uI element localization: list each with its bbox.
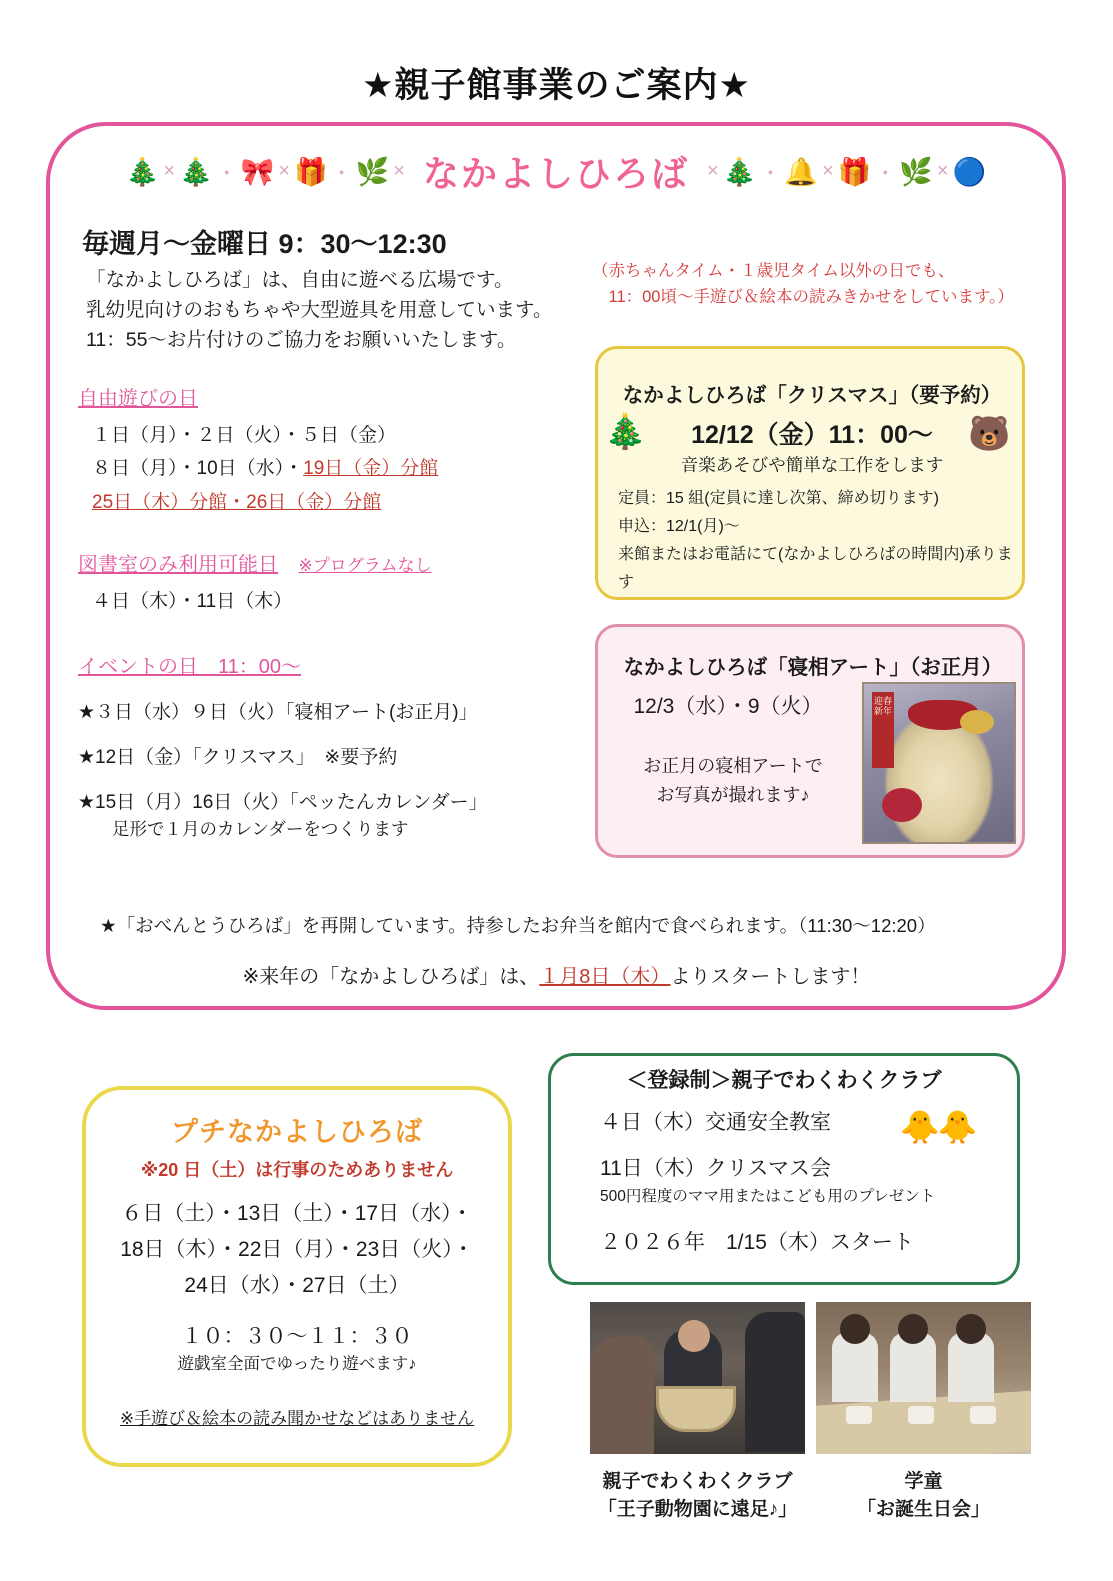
free-play-heading: 自由遊びの日 [78,388,198,410]
photo2-head2-shape [898,1314,928,1344]
nezoart-desc [608,752,858,810]
free-play-line-2-plain: ８日（月）・10日（水）・ [92,458,304,480]
christmas-title: なかよしひろば「クリスマス」（要予約） [622,384,1002,407]
free-play-line-1: １日（月）・２日（火）・５日（金） [92,425,397,446]
holly-icon-2: 🌿 [899,156,933,187]
photo1-head-shape [678,1320,710,1352]
gift-icon-2: 🎁 [837,156,872,187]
bento-note: ★「おべんとうひろば」を再開しています。持参したお弁当を館内で食べられます。（11:30～12:20） [100,915,936,936]
christmas-detail-1: 定員：15 組(定員に達し次第、締め切ります) [618,490,939,507]
nezoart-date: 12/3（水）・9（火） [633,695,823,718]
free-play-body [92,419,438,519]
lead-line-3: 11：55～お片付けのご協力をお願いいたします。 [86,329,517,352]
photo1-adult-shape [590,1336,654,1454]
bear-icon: 🐻 [968,415,1011,453]
event-item-3: ★15日（月）16日（火）「ペッたんカレンダー」 [78,792,488,813]
banner-row [46,146,1066,197]
free-play-line-2-red: 19日（金）分館 [303,458,439,480]
christmas-details [618,485,1018,597]
separator-dot: ・ [216,163,237,185]
event-item-3-sub: 足形で１月のカレンダーをつくります [112,819,409,839]
nezoart-photo-tag: 迎春新年 [872,692,894,768]
photo2-head1-shape [840,1314,870,1344]
bell-icon: 🔔 [784,156,818,187]
photo2-head3-shape [956,1314,986,1344]
photo-excursion [590,1302,805,1454]
event-item-2: ★12日（金）「クリスマス」 ※要予約 [78,747,398,768]
tree-icon-2: 🎄 [722,156,757,187]
next-year-date: １月8日（木） [539,966,671,988]
section-events [78,650,488,841]
petit-footer-note: ※手遊び＆絵本の読み聞かせなどはありません [119,1409,475,1428]
photo-caption-2 [816,1468,1031,1523]
christmas-detail-2: 申込：12/1(月)～ [618,518,740,535]
photo2-cup1-shape [846,1406,872,1424]
christmas-desc: 音楽あそびや簡単な工作をします [680,455,944,475]
ornament-icon: 🎄 [125,156,160,187]
petit-title: プチなかよしひろば [171,1117,423,1147]
photo-caption-2-line-1: 学童 [904,1471,943,1492]
photo-flower-shape [882,788,922,822]
holly-icon: 🌿 [355,156,390,187]
photo-birthday [816,1302,1031,1454]
events-heading: イベントの日 11：00～ [78,656,302,678]
photo1-bowl-shape [656,1386,736,1432]
nezoart-desc-2: お写真が撮れます♪ [656,784,810,805]
separator-dot3: ・ [760,163,781,185]
chick-icon: 🐥🐥 [900,1109,976,1145]
club-line-3: 500円程度のママ用またはこども用のプレゼント [600,1188,936,1205]
lead-body [86,265,552,356]
petit-subnote: 遊戯室全面でゆったり遊べます♪ [177,1355,417,1373]
christmas-date: 12/12（金）11：00～ [691,421,933,449]
photo-caption-2-line-2: 「お誕生日会」 [856,1498,990,1520]
banner-title: なかよしひろば [422,153,689,194]
separator-x5: × [821,160,834,182]
petit-warning: ※20 日（土）は行事のためありません [140,1160,454,1180]
photo-caption-1-line-2: 「王子動物園に遠足♪」 [597,1498,798,1520]
club-title: ＜登録制＞親子でわくわくクラブ [626,1069,942,1092]
free-play-line-3: 25日（木）分館・26日（金）分館 [92,491,382,513]
schedule-time: 毎週月～金曜日 9：30～12:30 [82,229,447,259]
petit-date-line-1: ６日（土）・13日（土）・17日（水）・ [121,1202,473,1225]
club-line-2: 11日（木）クリスマス会 [600,1157,831,1180]
separator-dot4: ・ [875,163,896,185]
holly-decoration-icon: 🎄 [604,413,647,451]
club-line-1: ４日（木）交通安全教室 [600,1111,831,1134]
petit-date-line-3: 24日（水）・27日（土） [184,1274,410,1298]
ribbon-icon: 🎀 [240,156,275,187]
separator-x6: × [936,160,949,182]
lead-line-2: 乳幼児向けのおもちゃや大型遊具を用意しています。 [86,299,553,322]
red-note [592,258,1014,311]
separator-x4: × [707,160,719,182]
page-title: ★親子館事業のご案内★ [362,66,751,105]
nezoart-title: なかよしひろば「寝相アート」（お正月） [623,656,1003,679]
section-library-only [78,548,432,618]
next-year-post: よりスタートします！ [670,966,871,988]
nezoart-desc-1: お正月の寝相アートで [643,756,823,776]
section-free-play [78,382,438,519]
red-note-line-1: （赤ちゃんタイム・１歳児タイム以外の日でも、 [592,262,955,280]
christmas-detail-3: 来館またはお電話にて(なかよしひろばの時間内)承ります [618,546,1013,591]
library-body: ４日（木）・11日（木） [92,591,293,612]
petit-date-line-2: 18日（木）・22日（月）・23日（火）・ [120,1238,474,1262]
photo1-adult2-shape [745,1312,805,1452]
club-line-4: ２０２６年 1/15（木）スタート [600,1231,914,1254]
separator-x3: × [393,160,405,182]
photo-caption-1-line-1: 親子でわくわくクラブ [602,1471,793,1492]
library-subnote: ※プログラムなし [298,556,432,575]
petit-dates [82,1196,512,1304]
separator-x: × [163,160,176,182]
photo2-cup3-shape [970,1406,996,1424]
photo-ornament-shape [960,710,994,734]
library-heading: 図書室のみ利用可能日 [78,554,278,576]
photo2-cup2-shape [908,1406,934,1424]
ball-icon: 🔵 [952,156,987,187]
event-item-1: ★３日（水）９日（火）「寝相アート(お正月)」 [78,702,478,723]
next-year-note [0,960,1113,989]
photo-caption-1 [560,1468,835,1523]
separator-dot2: ・ [331,163,352,185]
next-year-pre: ※来年の「なかよしひろば」は、 [242,966,540,988]
separator-x2: × [278,160,291,182]
free-play-line-2 [92,452,438,485]
lead-line-1: 「なかよしひろば」は、自由に遊べる広場です。 [86,269,514,291]
petit-time: １０：３０～１１：３０ [181,1325,413,1348]
red-note-line-2: 11：00頃～手遊び＆絵本の読みきかせをしています。） [592,288,1014,307]
nezoart-photo [862,682,1016,844]
tree-icon: 🎄 [179,156,213,187]
gift-icon: 🎁 [294,156,328,187]
